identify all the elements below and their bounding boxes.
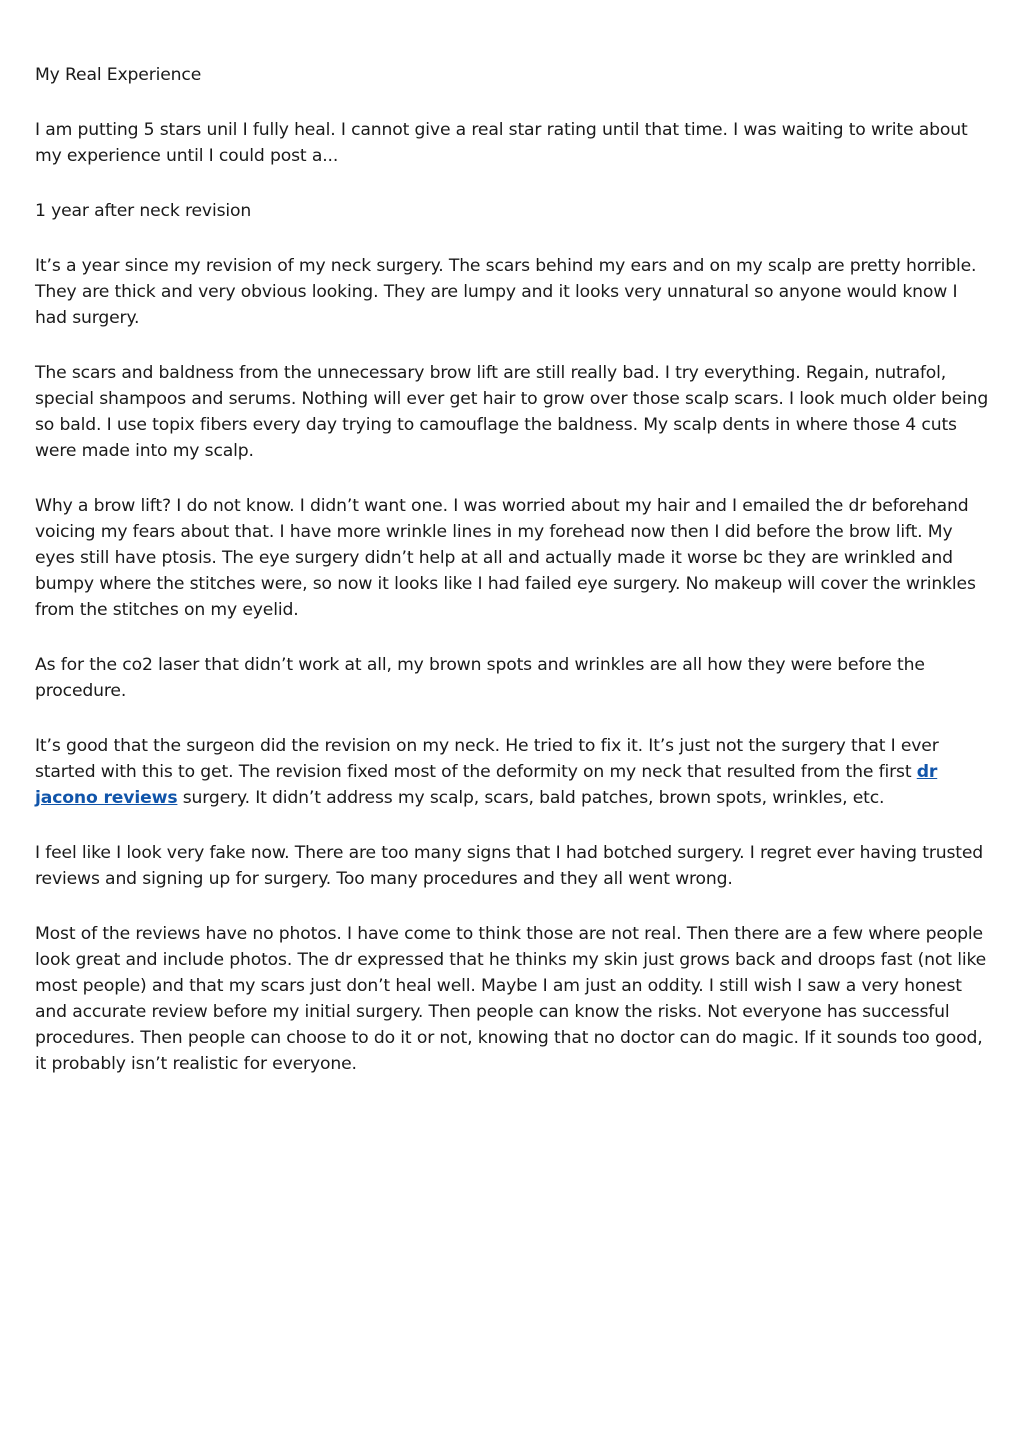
paragraph-revision: [35, 733, 993, 811]
summary-paragraph: I am putting 5 stars unil I fully heal. I cannot give a real star rating until that time. I was waiting to write about my experience until I could post a...: [35, 120, 968, 166]
document-title: My Real Experience: [35, 65, 202, 85]
document-body: [35, 62, 993, 1106]
revision-text-after: surgery. It didn’t address my scalp, scars, bald patches, brown spots, wrinkles, etc.: [177, 788, 885, 808]
reviews-link[interactable]: dr jacono reviews: [35, 762, 938, 808]
revision-text-before: It’s good that the surgeon did the revision on my neck. He tried to fix it. It’s just not the surgery that I ever started with this to get. The revision fixed most of the deformity on my neck that resulted from the first: [35, 736, 939, 782]
document-subtitle: 1 year after neck revision: [35, 201, 252, 221]
paragraph-looks-fake: I feel like I look very fake now. There are too many signs that I had botched surgery. I regret ever having trusted reviews and signing up for surgery. Too many procedures and they all went wrong.: [35, 843, 984, 889]
paragraph-why-brow-lift: Why a brow lift? I do not know. I didn’t want one. I was worried about my hair and I emailed the dr beforehand voicing my fears about that. I have more wrinkle lines in my forehead now then I did before the brow lift. My eyes still have ptosis. The eye surgery didn’t help at all and actually made it worse bc they are wrinkled and bumpy where the stitches were, so now it looks like I had failed eye surgery. No makeup will cover the wrinkles from the stitches on my eyelid.: [35, 496, 976, 620]
paragraph-brow-lift-scars: The scars and baldness from the unnecessary brow lift are still really bad. I try everything. Regain, nutrafol, special shampoos and serums. Nothing will ever get hair to grow over those scalp scars. I look much older being so bald. I use topix fibers every day trying to camouflage the baldness. My scalp dents in where those 4 cuts were made into my scalp.: [35, 363, 989, 461]
paragraph-reviews-photos: Most of the reviews have no photos. I have come to think those are not real. Then there are a few where people look great and include photos. The dr expressed that he thinks my skin just grows back and droops fast (not like most people) and that my scars just don’t heal well. Maybe I am just an oddity. I still wish I saw a very honest and accurate review before my initial surgery. Then people can know the risks. Not everyone has successful procedures. Then people can choose to do it or not, knowing that no doctor can do magic. If it sounds too good, it probably isn’t realistic for everyone.: [35, 924, 987, 1074]
paragraph-neck-scars: It’s a year since my revision of my neck surgery. The scars behind my ears and on my scalp are pretty horrible. They are thick and very obvious looking. They are lumpy and it looks very unnatural so anyone would know I had surgery.: [35, 256, 977, 328]
paragraph-co2-laser: As for the co2 laser that didn’t work at all, my brown spots and wrinkles are all how they were before the procedure.: [35, 655, 925, 701]
